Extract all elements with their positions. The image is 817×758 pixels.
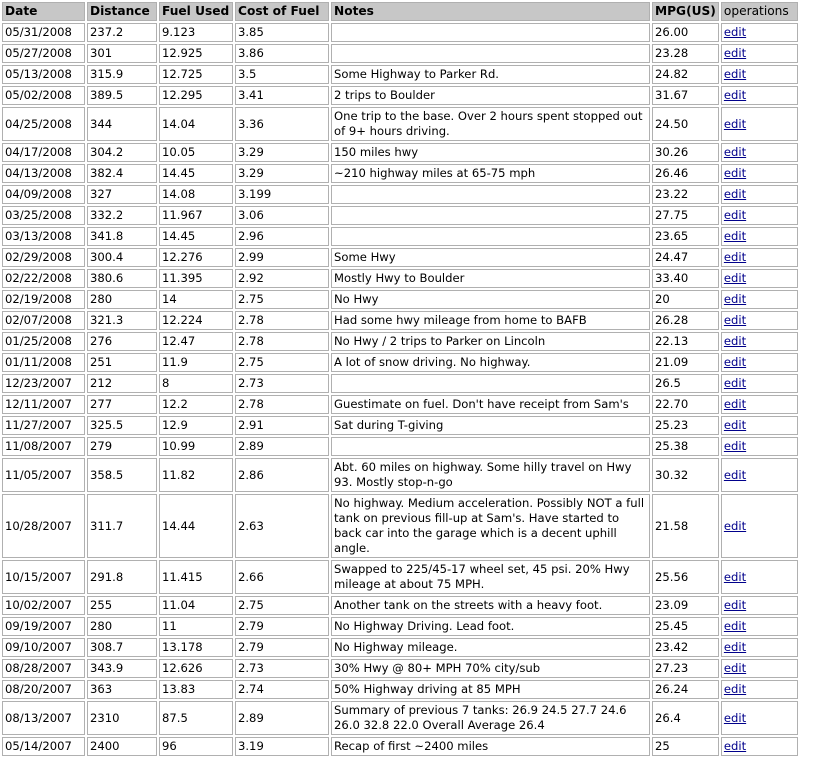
cell-operations: [721, 164, 798, 183]
cell-distance: 280: [87, 617, 157, 636]
cell-cost-of-fuel: 3.19: [235, 737, 329, 756]
cell-operations: [721, 638, 798, 657]
table-row: [2, 44, 798, 63]
edit-link[interactable]: edit: [723, 619, 747, 633]
table-row: [2, 23, 798, 42]
cell-date: 11/05/2007: [2, 458, 85, 492]
cell-distance: 389.5: [87, 86, 157, 105]
cell-date: 01/25/2008: [2, 332, 85, 351]
cell-notes: Some Hwy: [331, 248, 650, 267]
cell-notes: No highway. Medium acceleration. Possibly NOT a full tank on previous fill-up at Sam's. Have started to back car into the garage which is a decent uphill angle.: [331, 494, 650, 558]
cell-date: 10/02/2007: [2, 596, 85, 615]
cell-distance: 363: [87, 680, 157, 699]
table-header: [2, 2, 798, 21]
cell-operations: [721, 185, 798, 204]
edit-link[interactable]: edit: [723, 46, 747, 60]
cell-distance: 308.7: [87, 638, 157, 657]
cell-cost-of-fuel: 2.92: [235, 269, 329, 288]
cell-date: 12/11/2007: [2, 395, 85, 414]
cell-date: 08/20/2007: [2, 680, 85, 699]
cell-operations: [721, 311, 798, 330]
cell-fuel-used: 14.04: [159, 107, 233, 141]
edit-link[interactable]: edit: [723, 25, 747, 39]
cell-fuel-used: 9.123: [159, 23, 233, 42]
table-body: [2, 23, 798, 756]
cell-fuel-used: 12.725: [159, 65, 233, 84]
cell-date: 02/19/2008: [2, 290, 85, 309]
header-cost-of-fuel: Cost of Fuel: [235, 2, 329, 21]
cell-notes: ~210 highway miles at 65-75 mph: [331, 164, 650, 183]
cell-distance: 358.5: [87, 458, 157, 492]
edit-link[interactable]: edit: [723, 334, 747, 348]
cell-cost-of-fuel: 3.5: [235, 65, 329, 84]
cell-fuel-used: 11.04: [159, 596, 233, 615]
cell-distance: 2400: [87, 737, 157, 756]
table-row: [2, 311, 798, 330]
cell-distance: 255: [87, 596, 157, 615]
cell-date: 11/27/2007: [2, 416, 85, 435]
cell-date: 02/29/2008: [2, 248, 85, 267]
cell-fuel-used: 87.5: [159, 701, 233, 735]
cell-notes: Sat during T-giving: [331, 416, 650, 435]
cell-date: 05/02/2008: [2, 86, 85, 105]
table-row: [2, 248, 798, 267]
cell-fuel-used: 14.08: [159, 185, 233, 204]
edit-link[interactable]: edit: [723, 518, 747, 533]
cell-operations: [721, 395, 798, 414]
cell-date: 10/15/2007: [2, 560, 85, 594]
cell-cost-of-fuel: 2.74: [235, 680, 329, 699]
edit-link[interactable]: edit: [723, 208, 747, 222]
cell-cost-of-fuel: 2.73: [235, 659, 329, 678]
cell-distance: 332.2: [87, 206, 157, 225]
edit-link[interactable]: edit: [723, 145, 747, 159]
cell-notes: [331, 44, 650, 63]
cell-distance: 315.9: [87, 65, 157, 84]
cell-fuel-used: 10.05: [159, 143, 233, 162]
table-row: [2, 374, 798, 393]
cell-notes: No Highway Driving. Lead foot.: [331, 617, 650, 636]
cell-operations: [721, 701, 798, 735]
cell-distance: 321.3: [87, 311, 157, 330]
cell-date: 11/08/2007: [2, 437, 85, 456]
cell-distance: 212: [87, 374, 157, 393]
cell-date: 03/25/2008: [2, 206, 85, 225]
table-row: [2, 290, 798, 309]
cell-mpg: 26.4: [652, 701, 719, 735]
cell-fuel-used: 12.9: [159, 416, 233, 435]
cell-fuel-used: 14.45: [159, 227, 233, 246]
table-row: [2, 596, 798, 615]
table-row: [2, 638, 798, 657]
cell-mpg: 30.32: [652, 458, 719, 492]
cell-mpg: 25.45: [652, 617, 719, 636]
cell-operations: [721, 290, 798, 309]
cell-notes: 30% Hwy @ 80+ MPH 70% city/sub: [331, 659, 650, 678]
cell-notes: Some Highway to Parker Rd.: [331, 65, 650, 84]
table-row: [2, 164, 798, 183]
cell-cost-of-fuel: 2.78: [235, 332, 329, 351]
header-fuel-used: Fuel Used: [159, 2, 233, 21]
table-row: [2, 737, 798, 756]
cell-operations: [721, 353, 798, 372]
cell-notes: 50% Highway driving at 85 MPH: [331, 680, 650, 699]
cell-cost-of-fuel: 2.91: [235, 416, 329, 435]
cell-mpg: 23.09: [652, 596, 719, 615]
table-row: [2, 560, 798, 594]
cell-distance: 291.8: [87, 560, 157, 594]
cell-cost-of-fuel: 2.86: [235, 458, 329, 492]
cell-operations: [721, 248, 798, 267]
table-row: [2, 458, 798, 492]
cell-operations: [721, 143, 798, 162]
cell-fuel-used: 14: [159, 290, 233, 309]
cell-mpg: 26.24: [652, 680, 719, 699]
cell-notes: Abt. 60 miles on highway. Some hilly travel on Hwy 93. Mostly stop-n-go: [331, 458, 650, 492]
cell-fuel-used: 12.276: [159, 248, 233, 267]
cell-notes: No Highway mileage.: [331, 638, 650, 657]
cell-operations: [721, 617, 798, 636]
cell-distance: 251: [87, 353, 157, 372]
cell-fuel-used: 12.626: [159, 659, 233, 678]
cell-mpg: 23.22: [652, 185, 719, 204]
edit-link[interactable]: edit: [723, 739, 747, 753]
cell-date: 03/13/2008: [2, 227, 85, 246]
cell-fuel-used: 11.9: [159, 353, 233, 372]
edit-link[interactable]: edit: [723, 710, 747, 725]
cell-mpg: 25.38: [652, 437, 719, 456]
edit-link[interactable]: edit: [723, 682, 747, 696]
edit-link[interactable]: edit: [723, 88, 747, 102]
cell-cost-of-fuel: 3.29: [235, 164, 329, 183]
cell-distance: 311.7: [87, 494, 157, 558]
cell-mpg: 27.75: [652, 206, 719, 225]
cell-fuel-used: 14.45: [159, 164, 233, 183]
cell-notes: [331, 374, 650, 393]
cell-notes: Guestimate on fuel. Don't have receipt from Sam's: [331, 395, 650, 414]
cell-mpg: 31.67: [652, 86, 719, 105]
table-row: [2, 227, 798, 246]
cell-notes: [331, 185, 650, 204]
cell-operations: [721, 494, 798, 558]
table-row: [2, 86, 798, 105]
cell-notes: A lot of snow driving. No highway.: [331, 353, 650, 372]
cell-operations: [721, 332, 798, 351]
cell-mpg: 30.26: [652, 143, 719, 162]
table-row: [2, 107, 798, 141]
cell-operations: [721, 680, 798, 699]
cell-operations: [721, 44, 798, 63]
cell-notes: [331, 206, 650, 225]
cell-mpg: 33.40: [652, 269, 719, 288]
cell-mpg: 25: [652, 737, 719, 756]
cell-operations: [721, 107, 798, 141]
cell-mpg: 27.23: [652, 659, 719, 678]
edit-link[interactable]: edit: [723, 376, 747, 390]
cell-date: 09/10/2007: [2, 638, 85, 657]
cell-operations: [721, 596, 798, 615]
cell-mpg: 25.56: [652, 560, 719, 594]
cell-fuel-used: 12.295: [159, 86, 233, 105]
cell-notes: Another tank on the streets with a heavy foot.: [331, 596, 650, 615]
table-row: [2, 437, 798, 456]
cell-cost-of-fuel: 2.78: [235, 311, 329, 330]
cell-cost-of-fuel: 3.41: [235, 86, 329, 105]
cell-notes: One trip to the base. Over 2 hours spent stopped out of 9+ hours driving.: [331, 107, 650, 141]
header-date: Date: [2, 2, 85, 21]
table-row: [2, 206, 798, 225]
cell-notes: [331, 437, 650, 456]
cell-date: 04/17/2008: [2, 143, 85, 162]
cell-date: 04/25/2008: [2, 107, 85, 141]
cell-cost-of-fuel: 2.79: [235, 638, 329, 657]
cell-mpg: 26.28: [652, 311, 719, 330]
table-row: [2, 659, 798, 678]
table-row: [2, 395, 798, 414]
cell-distance: 327: [87, 185, 157, 204]
cell-cost-of-fuel: 2.63: [235, 494, 329, 558]
cell-mpg: 24.47: [652, 248, 719, 267]
edit-link[interactable]: edit: [723, 598, 747, 612]
cell-operations: [721, 206, 798, 225]
cell-mpg: 25.23: [652, 416, 719, 435]
cell-fuel-used: 10.99: [159, 437, 233, 456]
cell-fuel-used: 12.224: [159, 311, 233, 330]
edit-link[interactable]: edit: [723, 661, 747, 675]
cell-fuel-used: 11.967: [159, 206, 233, 225]
cell-distance: 277: [87, 395, 157, 414]
table-row: [2, 65, 798, 84]
cell-date: 05/14/2007: [2, 737, 85, 756]
cell-fuel-used: 14.44: [159, 494, 233, 558]
cell-notes: [331, 23, 650, 42]
cell-date: 02/22/2008: [2, 269, 85, 288]
cell-distance: 301: [87, 44, 157, 63]
cell-fuel-used: 11.82: [159, 458, 233, 492]
edit-link[interactable]: edit: [723, 229, 747, 243]
table-row: [2, 269, 798, 288]
cell-cost-of-fuel: 2.66: [235, 560, 329, 594]
cell-cost-of-fuel: 3.86: [235, 44, 329, 63]
cell-mpg: 23.28: [652, 44, 719, 63]
cell-date: 04/13/2008: [2, 164, 85, 183]
cell-fuel-used: 12.2: [159, 395, 233, 414]
cell-mpg: 23.42: [652, 638, 719, 657]
cell-distance: 382.4: [87, 164, 157, 183]
table-row: [2, 701, 798, 735]
edit-link[interactable]: edit: [723, 187, 747, 201]
cell-fuel-used: 11: [159, 617, 233, 636]
table-row: [2, 185, 798, 204]
cell-distance: 325.5: [87, 416, 157, 435]
cell-fuel-used: 12.47: [159, 332, 233, 351]
cell-date: 05/13/2008: [2, 65, 85, 84]
table-row: [2, 617, 798, 636]
table-row: [2, 353, 798, 372]
cell-date: 01/11/2008: [2, 353, 85, 372]
edit-link[interactable]: edit: [723, 271, 747, 285]
cell-distance: 343.9: [87, 659, 157, 678]
edit-link[interactable]: edit: [723, 439, 747, 453]
edit-link[interactable]: edit: [723, 640, 747, 654]
cell-distance: 341.8: [87, 227, 157, 246]
cell-date: 08/28/2007: [2, 659, 85, 678]
cell-notes: Recap of first ~2400 miles: [331, 737, 650, 756]
cell-cost-of-fuel: 3.06: [235, 206, 329, 225]
cell-mpg: 26.00: [652, 23, 719, 42]
cell-date: 05/31/2008: [2, 23, 85, 42]
cell-fuel-used: 13.83: [159, 680, 233, 699]
cell-notes: Summary of previous 7 tanks: 26.9 24.5 27.7 24.6 26.0 32.8 22.0 Overall Average 26.4: [331, 701, 650, 735]
cell-cost-of-fuel: 2.75: [235, 353, 329, 372]
edit-link[interactable]: edit: [723, 292, 747, 306]
edit-link[interactable]: edit: [723, 250, 747, 264]
cell-notes: Had some hwy mileage from home to BAFB: [331, 311, 650, 330]
cell-operations: [721, 416, 798, 435]
edit-link[interactable]: edit: [723, 397, 747, 411]
cell-cost-of-fuel: 2.89: [235, 437, 329, 456]
cell-mpg: 26.5: [652, 374, 719, 393]
cell-operations: [721, 374, 798, 393]
cell-fuel-used: 13.178: [159, 638, 233, 657]
cell-date: 05/27/2008: [2, 44, 85, 63]
cell-cost-of-fuel: 2.75: [235, 596, 329, 615]
cell-cost-of-fuel: 2.79: [235, 617, 329, 636]
edit-link[interactable]: edit: [723, 67, 747, 81]
cell-notes: [331, 227, 650, 246]
cell-distance: 380.6: [87, 269, 157, 288]
cell-mpg: 20: [652, 290, 719, 309]
cell-cost-of-fuel: 3.199: [235, 185, 329, 204]
edit-link[interactable]: edit: [723, 166, 747, 180]
cell-operations: [721, 269, 798, 288]
cell-distance: 276: [87, 332, 157, 351]
cell-cost-of-fuel: 2.75: [235, 290, 329, 309]
cell-notes: No Hwy / 2 trips to Parker on Lincoln: [331, 332, 650, 351]
cell-operations: [721, 458, 798, 492]
cell-operations: [721, 227, 798, 246]
cell-distance: 344: [87, 107, 157, 141]
cell-mpg: 22.70: [652, 395, 719, 414]
cell-cost-of-fuel: 2.99: [235, 248, 329, 267]
cell-mpg: 21.58: [652, 494, 719, 558]
edit-link[interactable]: edit: [723, 569, 747, 584]
table-row: [2, 416, 798, 435]
cell-mpg: 23.65: [652, 227, 719, 246]
cell-operations: [721, 437, 798, 456]
table-row: [2, 332, 798, 351]
table-row: [2, 494, 798, 558]
cell-mpg: 21.09: [652, 353, 719, 372]
cell-notes: 150 miles hwy: [331, 143, 650, 162]
cell-cost-of-fuel: 3.85: [235, 23, 329, 42]
table-row: [2, 143, 798, 162]
cell-cost-of-fuel: 2.96: [235, 227, 329, 246]
edit-link[interactable]: edit: [723, 313, 747, 327]
header-operations: operations: [721, 2, 798, 21]
cell-notes: Mostly Hwy to Boulder: [331, 269, 650, 288]
cell-fuel-used: 11.415: [159, 560, 233, 594]
cell-mpg: 26.46: [652, 164, 719, 183]
cell-distance: 280: [87, 290, 157, 309]
cell-operations: [721, 659, 798, 678]
edit-link[interactable]: edit: [723, 418, 747, 432]
cell-notes: No Hwy: [331, 290, 650, 309]
cell-cost-of-fuel: 2.78: [235, 395, 329, 414]
cell-date: 10/28/2007: [2, 494, 85, 558]
cell-cost-of-fuel: 3.29: [235, 143, 329, 162]
cell-fuel-used: 96: [159, 737, 233, 756]
cell-distance: 300.4: [87, 248, 157, 267]
edit-link[interactable]: edit: [723, 116, 747, 131]
edit-link[interactable]: edit: [723, 467, 747, 482]
cell-distance: 304.2: [87, 143, 157, 162]
cell-mpg: 24.50: [652, 107, 719, 141]
cell-fuel-used: 8: [159, 374, 233, 393]
cell-distance: 2310: [87, 701, 157, 735]
cell-operations: [721, 560, 798, 594]
cell-distance: 237.2: [87, 23, 157, 42]
cell-operations: [721, 65, 798, 84]
header-row: [2, 2, 798, 21]
cell-notes: 2 trips to Boulder: [331, 86, 650, 105]
cell-operations: [721, 86, 798, 105]
cell-fuel-used: 12.925: [159, 44, 233, 63]
edit-link[interactable]: edit: [723, 355, 747, 369]
header-distance: Distance: [87, 2, 157, 21]
cell-date: 09/19/2007: [2, 617, 85, 636]
header-notes: Notes: [331, 2, 650, 21]
header-mpg: MPG(US): [652, 2, 719, 21]
cell-date: 12/23/2007: [2, 374, 85, 393]
cell-notes: Swapped to 225/45-17 wheel set, 45 psi. 20% Hwy mileage at about 75 MPH.: [331, 560, 650, 594]
cell-cost-of-fuel: 2.73: [235, 374, 329, 393]
cell-cost-of-fuel: 2.89: [235, 701, 329, 735]
cell-fuel-used: 11.395: [159, 269, 233, 288]
cell-date: 02/07/2008: [2, 311, 85, 330]
cell-mpg: 24.82: [652, 65, 719, 84]
cell-operations: [721, 737, 798, 756]
cell-distance: 279: [87, 437, 157, 456]
cell-date: 08/13/2007: [2, 701, 85, 735]
cell-operations: [721, 23, 798, 42]
cell-mpg: 22.13: [652, 332, 719, 351]
cell-cost-of-fuel: 3.36: [235, 107, 329, 141]
cell-date: 04/09/2008: [2, 185, 85, 204]
table-row: [2, 680, 798, 699]
